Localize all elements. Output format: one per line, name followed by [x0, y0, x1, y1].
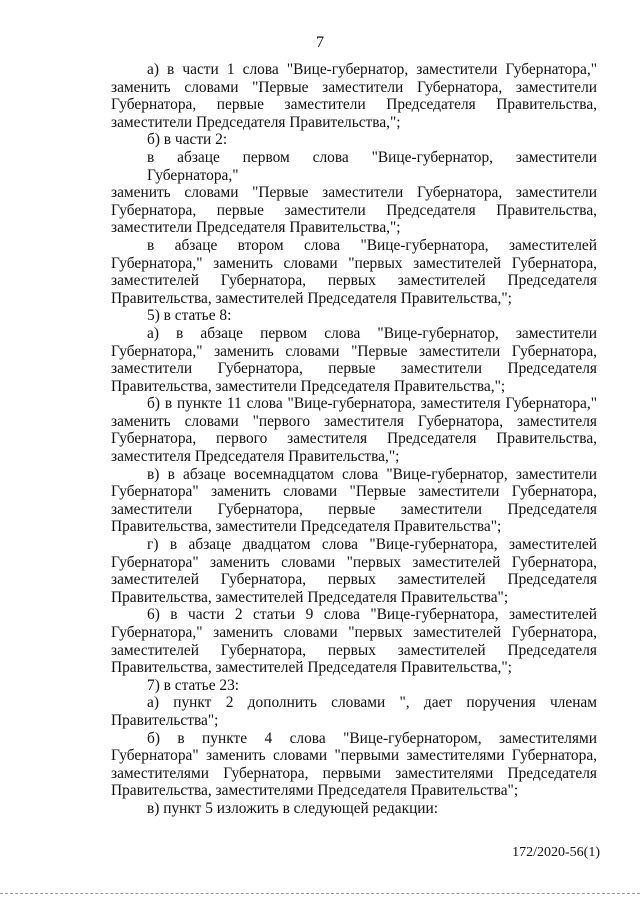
paragraph [111, 395, 597, 465]
paragraph [111, 677, 597, 695]
paragraph-line: Губернатора," заменить словами "Первые заместители Губернатора, [111, 342, 597, 360]
paragraph-line: Правительства, заместители Председателя Правительства,"; [111, 377, 506, 395]
paragraph-line: а) в абзаце первом слова "Вице-губернатор, заместители [147, 324, 597, 342]
paragraph-line: Правительства, заместители Председателя Правительства"; [111, 518, 502, 536]
paragraph [111, 307, 597, 325]
paragraph [111, 131, 597, 149]
paragraph-line: Губернатора, первые заместители Председателя Правительства, [111, 96, 597, 114]
paragraph-line: заместителями Губернатора, первыми заместителями Председателя [111, 764, 597, 782]
paragraph-line: заместители Председателя Правительства,"; [111, 113, 401, 131]
paragraph-line: в) в абзаце восемнадцатом слова "Вице-губернатор, заместители [147, 465, 597, 483]
paragraph-line: б) в части 2: [147, 131, 228, 149]
paragraph [111, 800, 597, 818]
paragraph-line: Губернатора, первые заместители Председателя Правительства, [111, 201, 597, 219]
paragraph-line: заменить словами "первого заместителя Губернатора, заместителя [111, 412, 597, 430]
paragraph-line: заместителя Председателя Правительства,"; [111, 448, 400, 466]
paragraph [111, 149, 597, 237]
paragraph [111, 61, 597, 131]
paragraph-line: заместителей Губернатора, первых заместителей Председателя [111, 571, 597, 589]
paragraph-line: в) пункт 5 изложить в следующей редакции: [147, 799, 439, 817]
paragraph-line: заместители Губернатора, первые заместители Председателя [111, 500, 597, 518]
paragraph-line: Губернатора," заменить словами "первых заместителей Губернатора, [111, 624, 597, 641]
paragraph [111, 730, 597, 800]
paragraph [111, 536, 597, 606]
paragraph-line: Губернатора" заменить словами "первыми заместителями Губернатора, [111, 747, 597, 765]
paragraph [111, 325, 597, 395]
paragraph-line: Губернатора, первого заместителя Председателя Правительства, [111, 430, 597, 448]
paragraph-line: Правительства, заместителей Председателя Правительства"; [111, 588, 509, 606]
paragraph-line: а) в части 1 слова "Вице-губернатор, заместители Губернатора," [147, 61, 597, 78]
paragraph-line: б) в пункте 11 слова "Вице-губернатора, заместителя Губернатора," [147, 395, 597, 413]
paragraph-line: заместители Председателя Правительства,"; [111, 219, 401, 237]
paragraph [111, 466, 597, 536]
paragraph [111, 606, 597, 676]
paragraph-line: г) в абзаце двадцатом слова "Вице-губернатора, заместителей [147, 536, 597, 554]
paragraph-line: заместители Губернатора, первые заместители Председателя [111, 360, 597, 378]
document-code: 172/2020-56(1) [512, 845, 600, 860]
paragraph-line: Губернатора" заменить словами "первых заместителей Губернатора, [111, 553, 597, 571]
paragraph-line: в абзаце первом слова "Вице-губернатор, заместители Губернатора," [147, 148, 597, 184]
paragraph-line: Правительства"; [111, 711, 219, 729]
document-body [111, 61, 597, 818]
paragraph-line: а) пункт 2 дополнить словами ", дает поручения членам [147, 694, 597, 712]
paragraph-line: заместителей Губернатора, первых заместителей Председателя [111, 641, 597, 659]
paragraph-line: 6) в части 2 статьи 9 слова "Вице-губернатора, заместителей [147, 606, 597, 624]
paragraph-line: Губернатора" заменить словами "Первые заместители Губернатора, [111, 483, 597, 501]
paragraph-line: б) в пункте 4 слова "Вице-губернатором, заместителями [147, 729, 597, 747]
paragraph-line: заместителей Губернатора, первых заместителей Председателя [111, 272, 597, 290]
paragraph [111, 694, 597, 729]
paragraph-line: в абзаце втором слова "Вице-губернатора, заместителей [147, 236, 597, 254]
paragraph-line: Губернатора," заменить словами "первых заместителей Губернатора, [111, 254, 597, 272]
page-number: 7 [316, 34, 324, 51]
paragraph-line: Правительства, заместителей Председателя Правительства,"; [111, 659, 512, 677]
paragraph-line: Правительства, заместителями Председателя Правительства"; [111, 782, 519, 800]
paragraph-line: 7) в статье 23: [147, 676, 240, 694]
paragraph [111, 237, 597, 307]
paragraph-line: Правительства, заместителей Председателя Правительства,"; [111, 289, 512, 307]
paragraph-line: 5) в статье 8: [147, 307, 232, 325]
paragraph-line: заменить словами "Первые заместители Губернатора, заместители [111, 184, 597, 202]
bottom-divider [0, 893, 640, 894]
paragraph-line: заменить словами "Первые заместители Губернатора, заместители [111, 78, 597, 96]
